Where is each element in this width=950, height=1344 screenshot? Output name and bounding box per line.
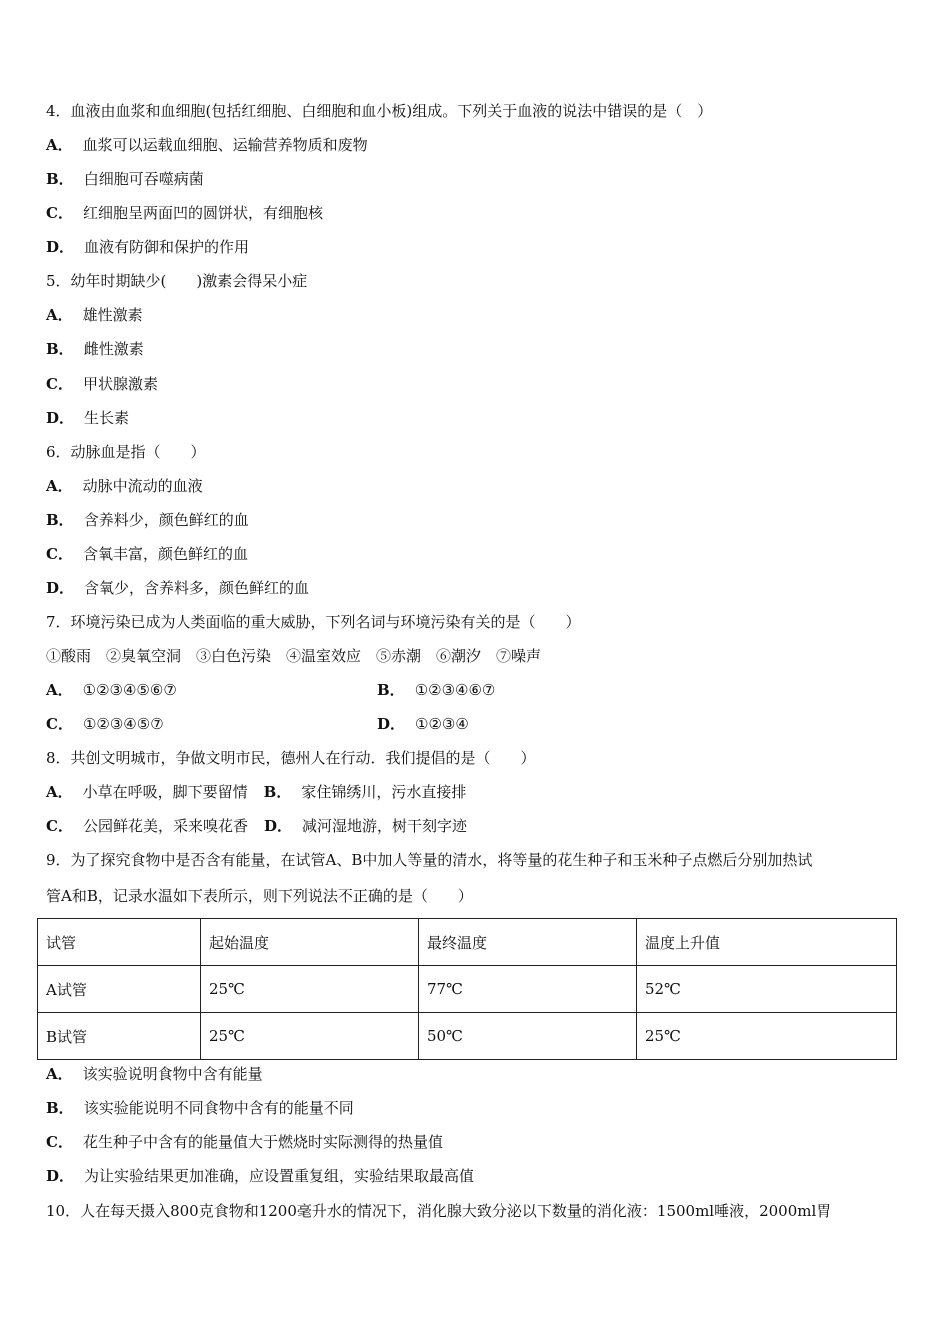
option-letter: C． bbox=[46, 1133, 73, 1151]
q6-option-a bbox=[46, 476, 203, 496]
q9-option-c bbox=[46, 1132, 443, 1152]
q9-option-a bbox=[46, 1064, 263, 1084]
q4-option-b bbox=[46, 169, 204, 189]
option-text: 小草在呼吸，脚下要留情 bbox=[82, 783, 248, 801]
option-letter: C． bbox=[46, 204, 73, 222]
q4-option-d bbox=[46, 237, 249, 257]
option-text: 花生种子中含有的能量值大于燃烧时实际测得的热量值 bbox=[82, 1133, 443, 1151]
option-letter: B． bbox=[46, 170, 74, 188]
option-text: 公园鲜花美，采来嗅花香 bbox=[82, 817, 248, 835]
option-letter: A． bbox=[46, 1065, 73, 1083]
q5-option-a bbox=[46, 305, 143, 325]
option-letter: D． bbox=[46, 238, 75, 256]
q7-option-d bbox=[377, 714, 469, 734]
option-text: 为让实验结果更加准确，应设置重复组，实验结果取最高值 bbox=[84, 1167, 475, 1185]
option-text: 生长素 bbox=[84, 409, 130, 427]
option-letter: B． bbox=[377, 681, 405, 699]
table-cell: 77℃ bbox=[419, 966, 637, 1013]
table-header-cell: 起始温度 bbox=[201, 919, 419, 966]
option-text: ①②③④⑥⑦ bbox=[414, 681, 496, 699]
q8-options-cd bbox=[46, 816, 467, 836]
q7-option-c bbox=[46, 714, 164, 734]
option-text: 家住锦绣川，污水直接排 bbox=[301, 783, 467, 801]
option-text: 雄性激素 bbox=[82, 306, 143, 324]
q9-stem-line1: 9．为了探究食物中是否含有能量，在试管A、B中加人等量的清水，将等量的花生种子和玉米种子点燃后分别加热试 bbox=[46, 851, 813, 869]
q4-option-a bbox=[46, 135, 368, 155]
option-letter: C． bbox=[46, 817, 73, 835]
option-letter: C． bbox=[46, 545, 73, 563]
q6-option-d bbox=[46, 578, 309, 598]
option-text: 含养料少，颜色鲜红的血 bbox=[83, 511, 249, 529]
option-letter: D． bbox=[46, 1167, 75, 1185]
q7-option-b bbox=[377, 680, 495, 700]
q7-option-a bbox=[46, 680, 177, 700]
option-text: ①②③④⑤⑥⑦ bbox=[82, 681, 177, 699]
q5-stem: 5．幼年时期缺少( )激素会得呆小症 bbox=[46, 272, 308, 290]
q7-stem: 7．环境污染已成为人类面临的重大威胁，下列名词与环境污染有关的是（ ） bbox=[46, 613, 581, 631]
table-cell: A试管 bbox=[38, 966, 201, 1013]
q6-option-c bbox=[46, 544, 248, 564]
option-letter: B． bbox=[46, 1099, 74, 1117]
option-text: 甲状腺激素 bbox=[82, 375, 158, 393]
option-text: 该实验说明食物中含有能量 bbox=[82, 1065, 263, 1083]
table-cell: 25℃ bbox=[201, 1013, 419, 1060]
table-cell: 25℃ bbox=[201, 966, 419, 1013]
option-letter: C． bbox=[46, 715, 73, 733]
table-header-row bbox=[38, 919, 897, 966]
option-text: ①②③④⑤⑦ bbox=[82, 715, 164, 733]
option-letter: D． bbox=[263, 817, 292, 835]
table-header-cell: 最终温度 bbox=[419, 919, 637, 966]
option-letter: D． bbox=[46, 579, 75, 597]
table-row bbox=[38, 1013, 897, 1060]
table-header-cell: 试管 bbox=[38, 919, 201, 966]
table-cell: 25℃ bbox=[637, 1013, 897, 1060]
q9-stem-line2: 管A和B，记录水温如下表所示，则下列说法不正确的是（ ） bbox=[46, 887, 473, 905]
temperature-table bbox=[37, 918, 897, 1060]
q8-stem: 8．共创文明城市，争做文明市民，德州人在行动．我们提倡的是（ ） bbox=[46, 749, 536, 767]
q6-option-b bbox=[46, 510, 249, 530]
q7-items: ①酸雨 ②臭氧空洞 ③白色污染 ④温室效应 ⑤赤潮 ⑥潮汐 ⑦噪声 bbox=[46, 647, 542, 665]
option-letter: D． bbox=[377, 715, 406, 733]
table-cell: 50℃ bbox=[419, 1013, 637, 1060]
option-letter: A． bbox=[46, 136, 73, 154]
q4-stem: 4．血液由血浆和血细胞(包括红细胞、白细胞和血小板)组成。下列关于血液的说法中错误的是（ ） bbox=[46, 102, 713, 120]
option-letter: A． bbox=[46, 477, 73, 495]
q8-options-ab bbox=[46, 782, 466, 802]
option-text: 含氧少，含养料多，颜色鲜红的血 bbox=[84, 579, 310, 597]
option-letter: A． bbox=[46, 681, 73, 699]
q6-stem: 6．动脉血是指（ ） bbox=[46, 443, 206, 461]
q5-option-b bbox=[46, 339, 144, 359]
option-text: 动脉中流动的血液 bbox=[82, 477, 203, 495]
table-cell: B试管 bbox=[38, 1013, 201, 1060]
option-text: 血浆可以运载血细胞、运输营养物质和废物 bbox=[82, 136, 368, 154]
option-text: 白细胞可吞噬病菌 bbox=[83, 170, 204, 188]
option-text: 减河湿地游，树干刻字迹 bbox=[301, 817, 467, 835]
q10-stem-line1: 10．人在每天摄入800克食物和1200毫升水的情况下，消化腺大致分泌以下数量的消化液：1500ml唾液，2000ml胃 bbox=[46, 1202, 832, 1220]
option-text: 含氧丰富，颜色鲜红的血 bbox=[82, 545, 248, 563]
option-text: 血液有防御和保护的作用 bbox=[84, 238, 250, 256]
option-text: ①②③④ bbox=[415, 715, 469, 733]
table-header-cell: 温度上升值 bbox=[637, 919, 897, 966]
option-text: 雌性激素 bbox=[83, 340, 144, 358]
q4-option-c bbox=[46, 203, 323, 223]
option-letter: A． bbox=[46, 783, 73, 801]
option-text: 该实验能说明不同食物中含有的能量不同 bbox=[83, 1099, 354, 1117]
table-row bbox=[38, 966, 897, 1013]
q5-option-d bbox=[46, 408, 129, 428]
option-text: 红细胞呈两面凹的圆饼状，有细胞核 bbox=[82, 204, 323, 222]
option-letter: D． bbox=[46, 409, 75, 427]
q9-option-b bbox=[46, 1098, 354, 1118]
option-letter: B． bbox=[263, 783, 292, 801]
q5-option-c bbox=[46, 374, 158, 394]
q9-option-d bbox=[46, 1166, 474, 1186]
option-letter: B． bbox=[46, 340, 74, 358]
option-letter: A． bbox=[46, 306, 73, 324]
option-letter: C． bbox=[46, 375, 73, 393]
table-cell: 52℃ bbox=[637, 966, 897, 1013]
option-letter: B． bbox=[46, 511, 74, 529]
